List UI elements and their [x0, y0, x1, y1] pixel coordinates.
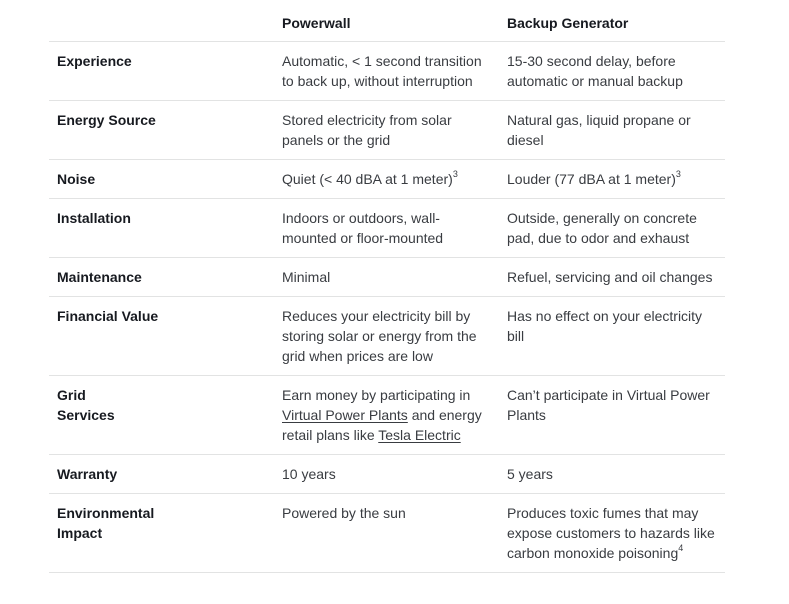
table-row: [49, 258, 725, 297]
generator-text: Produces toxic fumes that may expose customers to hazards like carbon monoxide poisoning: [507, 505, 715, 561]
powerwall-text: Earn money by participating in: [282, 387, 471, 403]
powerwall-value: [274, 160, 499, 198]
powerwall-value: Powered by the sun: [282, 505, 406, 521]
row-label: [49, 376, 274, 454]
virtual-power-plants-link[interactable]: Virtual Power Plants: [282, 407, 408, 423]
table-row: [49, 455, 725, 494]
table-row: [49, 101, 725, 160]
row-label: Energy Source: [57, 112, 156, 128]
generator-value: Natural gas, liquid propane or diesel: [507, 112, 691, 148]
footnote-ref: 3: [675, 169, 681, 180]
table-row: [49, 297, 725, 376]
table-row: [49, 376, 725, 455]
generator-value: [499, 160, 725, 198]
row-label: [49, 297, 274, 375]
powerwall-value: Automatic, < 1 second transition to back up, without interruption: [282, 53, 482, 89]
table-row: [49, 42, 725, 101]
powerwall-value: Reduces your electricity bill by storing solar or energy from the grid when prices are low: [282, 308, 477, 364]
generator-value: Refuel, servicing and oil changes: [507, 269, 713, 285]
table-header-row: [49, 0, 725, 42]
header-powerwall: Powerwall: [282, 15, 351, 31]
generator-value: Has no effect on your electricity bill: [507, 308, 703, 344]
powerwall-value: Stored electricity from solar panels or the grid: [282, 112, 452, 148]
generator-value: Can’t participate in Virtual Power Plants: [507, 387, 710, 423]
powerwall-value: [274, 376, 499, 454]
table-row: [49, 160, 725, 199]
powerwall-value: Indoors or outdoors, wall-mounted or floor-mounted: [282, 210, 444, 246]
powerwall-text: and energy retail plans like: [282, 407, 482, 443]
row-label: Maintenance: [57, 269, 142, 285]
table-row: [49, 494, 725, 573]
tesla-electric-link[interactable]: Tesla Electric: [378, 427, 461, 443]
powerwall-value: Minimal: [282, 269, 331, 285]
row-label: Experience: [57, 53, 132, 69]
row-label-text: Financial Value: [57, 308, 159, 324]
row-label: Warranty: [57, 466, 118, 482]
table-row: [49, 199, 725, 258]
generator-value: [499, 494, 725, 572]
row-label: Noise: [57, 171, 96, 187]
header-empty-cell: [49, 0, 274, 41]
row-label: [49, 494, 274, 572]
row-label-text: Grid Services: [57, 387, 115, 423]
comparison-table: [49, 0, 725, 573]
generator-value: 5 years: [507, 466, 553, 482]
generator-value: 15-30 second delay, before automatic or manual backup: [507, 53, 683, 89]
row-label-text: Environmental Impact: [57, 505, 155, 541]
footnote-ref: 4: [678, 543, 684, 554]
generator-text: Louder (77 dBA at 1 meter): [507, 171, 676, 187]
powerwall-text: Quiet (< 40 dBA at 1 meter): [282, 171, 453, 187]
footnote-ref: 3: [452, 169, 458, 180]
row-label: Installation: [57, 210, 131, 226]
powerwall-value: 10 years: [282, 466, 336, 482]
generator-value: Outside, generally on concrete pad, due to odor and exhaust: [507, 210, 697, 246]
header-backup-generator: Backup Generator: [507, 15, 629, 31]
